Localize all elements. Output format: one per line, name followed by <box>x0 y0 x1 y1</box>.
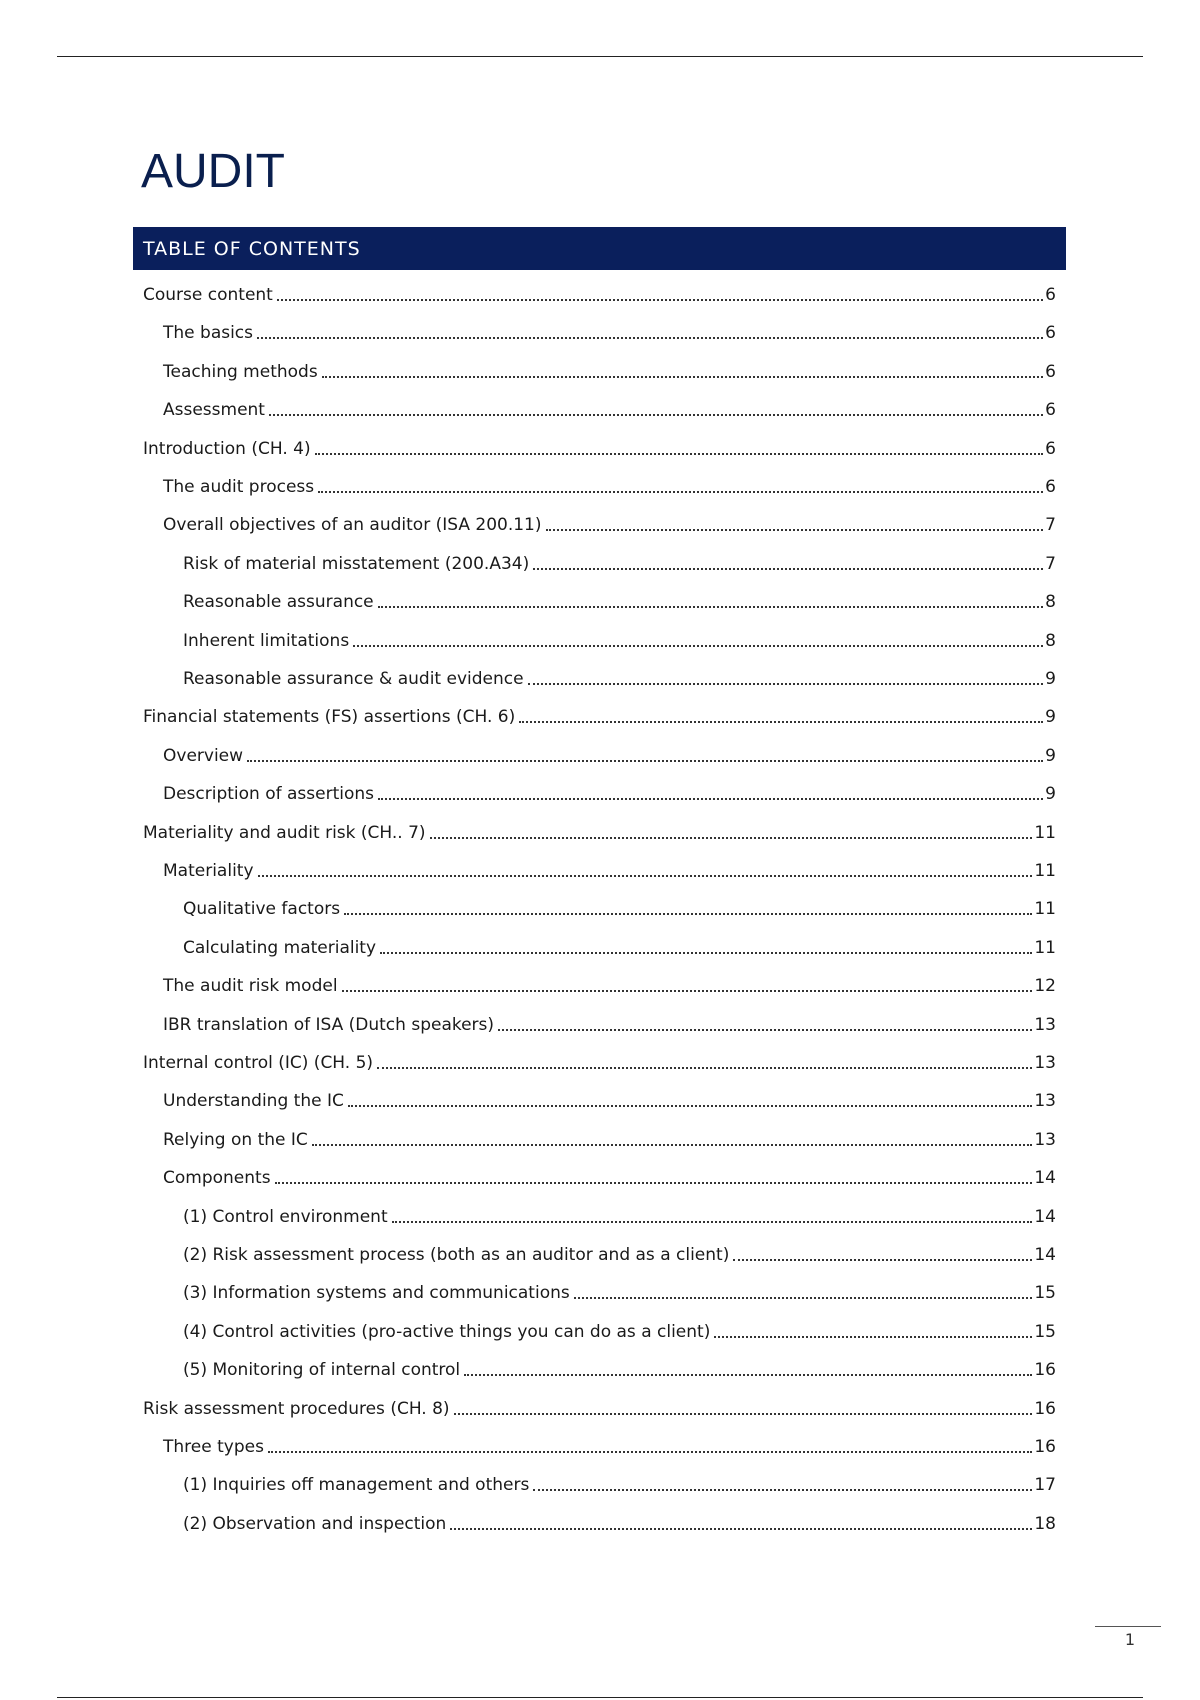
toc-entry-page: 6 <box>1045 361 1056 382</box>
toc-dot-leader <box>312 1144 1033 1146</box>
toc-entry-label: Reasonable assurance <box>183 592 374 613</box>
toc-entry[interactable] <box>183 1202 1056 1228</box>
toc-entry-label: The basics <box>163 323 254 344</box>
toc-entry-label: (2) Risk assessment process (both as an auditor and as a client) <box>183 1245 730 1265</box>
toc-entry[interactable] <box>183 1470 1056 1496</box>
toc-dot-leader <box>353 645 1043 647</box>
toc-entry-page: 17 <box>1034 1475 1056 1496</box>
toc-entry-page: 8 <box>1045 592 1056 613</box>
toc-entry-label: Relying on the IC <box>163 1129 308 1150</box>
toc-entry-page: 6 <box>1045 477 1056 497</box>
toc-entry[interactable] <box>163 1432 1056 1458</box>
toc-entry[interactable] <box>183 626 1056 652</box>
toc-entry-page: 9 <box>1045 669 1056 689</box>
toc-entry-page: 14 <box>1034 1168 1056 1189</box>
toc-entry-label: Calculating materiality <box>183 937 377 958</box>
toc-entry-page: 7 <box>1045 515 1056 536</box>
toc-entry[interactable] <box>183 1355 1056 1381</box>
toc-entry[interactable] <box>163 1125 1056 1151</box>
toc-entry-label: Overview <box>163 745 244 766</box>
toc-entry-page: 13 <box>1034 1129 1056 1150</box>
toc-entry-page: 11 <box>1034 937 1056 958</box>
toc-entry[interactable] <box>183 549 1056 575</box>
toc-entry-label: IBR translation of ISA (Dutch speakers) <box>163 1014 495 1035</box>
toc-entry-label: Risk assessment procedures (CH. 8) <box>143 1398 450 1419</box>
toc-entry-page: 13 <box>1034 1091 1056 1112</box>
toc-entry[interactable] <box>143 434 1056 460</box>
toc-entry-page: 11 <box>1034 822 1056 843</box>
toc-entry[interactable] <box>183 1317 1056 1343</box>
toc-entry[interactable] <box>163 318 1056 344</box>
toc-entry-label: Components <box>163 1168 271 1189</box>
toc-dot-leader <box>392 1221 1033 1223</box>
toc-dot-leader <box>528 683 1044 685</box>
toc-dot-leader <box>257 337 1043 339</box>
toc-dot-leader <box>268 1451 1032 1453</box>
toc-entry-page: 12 <box>1034 976 1056 997</box>
toc-entry[interactable] <box>163 741 1056 767</box>
toc-entry-page: 6 <box>1045 400 1056 421</box>
toc-entry-page: 18 <box>1034 1513 1056 1534</box>
toc-dot-leader <box>380 952 1032 954</box>
toc-entry[interactable] <box>163 1086 1056 1112</box>
toc-entry[interactable] <box>183 1509 1056 1535</box>
toc-entry-page: 6 <box>1045 285 1056 305</box>
toc-entry-label: Teaching methods <box>163 361 318 382</box>
toc-entry-label: (4) Control activities (pro-active things you can do as a client) <box>183 1321 711 1342</box>
toc-entry[interactable] <box>143 818 1056 844</box>
toc-entry-label: (2) Observation and inspection <box>183 1513 447 1534</box>
toc-entry[interactable] <box>183 587 1056 613</box>
toc-entry[interactable] <box>163 357 1056 383</box>
toc-entry[interactable] <box>183 664 1056 690</box>
document-title: AUDIT <box>141 145 285 198</box>
toc-dot-leader <box>322 376 1043 378</box>
toc-entry-label: Qualitative factors <box>183 899 341 920</box>
toc-entry-label: Course content <box>143 285 273 305</box>
toc-entry-page: 11 <box>1034 899 1056 920</box>
toc-entry-label: The audit process <box>163 477 315 497</box>
toc-entry-label: Reasonable assurance & audit evidence <box>183 669 524 689</box>
toc-entry[interactable] <box>163 971 1056 997</box>
toc-dot-leader <box>533 1489 1032 1491</box>
toc-entry-page: 15 <box>1034 1321 1056 1342</box>
toc-entry-label: Three types <box>163 1437 264 1457</box>
toc-entry-label: Description of assertions <box>163 784 375 805</box>
toc-entry[interactable] <box>163 779 1056 805</box>
toc-entry-page: 6 <box>1045 323 1056 344</box>
toc-dot-leader <box>450 1528 1032 1530</box>
toc-entry-label: Internal control (IC) (CH. 5) <box>143 1053 374 1073</box>
toc-dot-leader <box>277 299 1043 301</box>
toc-entry[interactable] <box>163 856 1056 882</box>
toc-dot-leader <box>519 721 1043 723</box>
toc-entry-page: 16 <box>1034 1360 1056 1381</box>
toc-entry-label: Inherent limitations <box>183 630 350 651</box>
toc-entry-page: 7 <box>1045 553 1056 574</box>
toc-dot-leader <box>344 913 1032 915</box>
toc-dot-leader <box>546 529 1044 531</box>
toc-dot-leader <box>533 568 1043 570</box>
toc-entry-label: (3) Information systems and communications <box>183 1283 570 1304</box>
toc-entry[interactable] <box>183 933 1056 959</box>
toc-entry-label: Assessment <box>163 400 265 421</box>
toc-entry-label: (1) Inquiries off management and others <box>183 1475 530 1496</box>
toc-entry[interactable] <box>183 1240 1056 1266</box>
toc-dot-leader <box>454 1413 1033 1415</box>
toc-dot-leader <box>275 1182 1033 1184</box>
toc-entry[interactable] <box>183 1278 1056 1304</box>
toc-dot-leader <box>377 1067 1032 1069</box>
toc-entry-label: (5) Monitoring of internal control <box>183 1360 461 1381</box>
page-number: 1 <box>1124 1630 1135 1649</box>
toc-dot-leader <box>269 414 1043 416</box>
toc-entry-page: 13 <box>1034 1053 1056 1073</box>
toc-dot-leader <box>498 1029 1032 1031</box>
toc-entry-page: 9 <box>1045 745 1056 766</box>
toc-entry-page: 15 <box>1034 1283 1056 1304</box>
toc-dot-leader <box>430 837 1033 839</box>
toc-entry-page: 8 <box>1045 630 1056 651</box>
toc-dot-leader <box>258 875 1033 877</box>
toc-dot-leader <box>714 1336 1032 1338</box>
toc-entry-page: 13 <box>1034 1014 1056 1035</box>
footer-border-rule <box>57 1697 1143 1698</box>
toc-entry-label: (1) Control environment <box>183 1206 388 1227</box>
toc-entry[interactable] <box>163 395 1056 421</box>
toc-dot-leader <box>378 606 1044 608</box>
toc-entry-page: 14 <box>1034 1206 1056 1227</box>
toc-entry-page: 9 <box>1045 784 1056 805</box>
toc-dot-leader <box>318 491 1043 493</box>
toc-entry[interactable] <box>143 1394 1056 1420</box>
toc-dot-leader <box>315 453 1044 455</box>
toc-entry-label: The audit risk model <box>163 976 338 997</box>
toc-entry-page: 16 <box>1034 1398 1056 1419</box>
toc-entry[interactable] <box>183 894 1056 920</box>
toc-heading: TABLE OF CONTENTS <box>143 237 361 260</box>
toc-entry-page: 16 <box>1034 1437 1056 1457</box>
toc-dot-leader <box>247 760 1043 762</box>
toc-entry[interactable] <box>163 510 1056 536</box>
toc-entry-label: Understanding the IC <box>163 1091 344 1112</box>
toc-dot-leader <box>348 1105 1033 1107</box>
toc-dot-leader <box>342 990 1033 992</box>
toc-dot-leader <box>733 1259 1032 1261</box>
toc-entry-page: 6 <box>1045 438 1056 459</box>
toc-entry[interactable] <box>163 1163 1056 1189</box>
toc-entry[interactable] <box>163 472 1056 498</box>
toc-dot-leader <box>464 1374 1032 1376</box>
toc-entry[interactable] <box>143 1048 1056 1074</box>
toc-entry-label: Risk of material misstatement (200.A34) <box>183 553 530 574</box>
toc-dot-leader <box>378 798 1043 800</box>
toc-entry[interactable] <box>143 280 1056 306</box>
toc-entry-label: Overall objectives of an auditor (ISA 200.11) <box>163 515 542 536</box>
toc-entry[interactable] <box>143 702 1056 728</box>
toc-entry-label: Introduction (CH. 4) <box>143 438 311 459</box>
toc-entry-label: Materiality and audit risk (CH.. 7) <box>143 822 426 843</box>
toc-entry-page: 14 <box>1034 1245 1056 1265</box>
toc-dot-leader <box>574 1297 1033 1299</box>
footer-rule <box>1095 1626 1161 1627</box>
toc-entry[interactable] <box>163 1010 1056 1036</box>
toc-entry-page: 11 <box>1034 861 1056 881</box>
toc-entry-label: Financial statements (FS) assertions (CH. 6) <box>143 707 516 728</box>
toc-entry-label: Materiality <box>163 861 254 881</box>
toc-entry-page: 9 <box>1045 707 1056 728</box>
